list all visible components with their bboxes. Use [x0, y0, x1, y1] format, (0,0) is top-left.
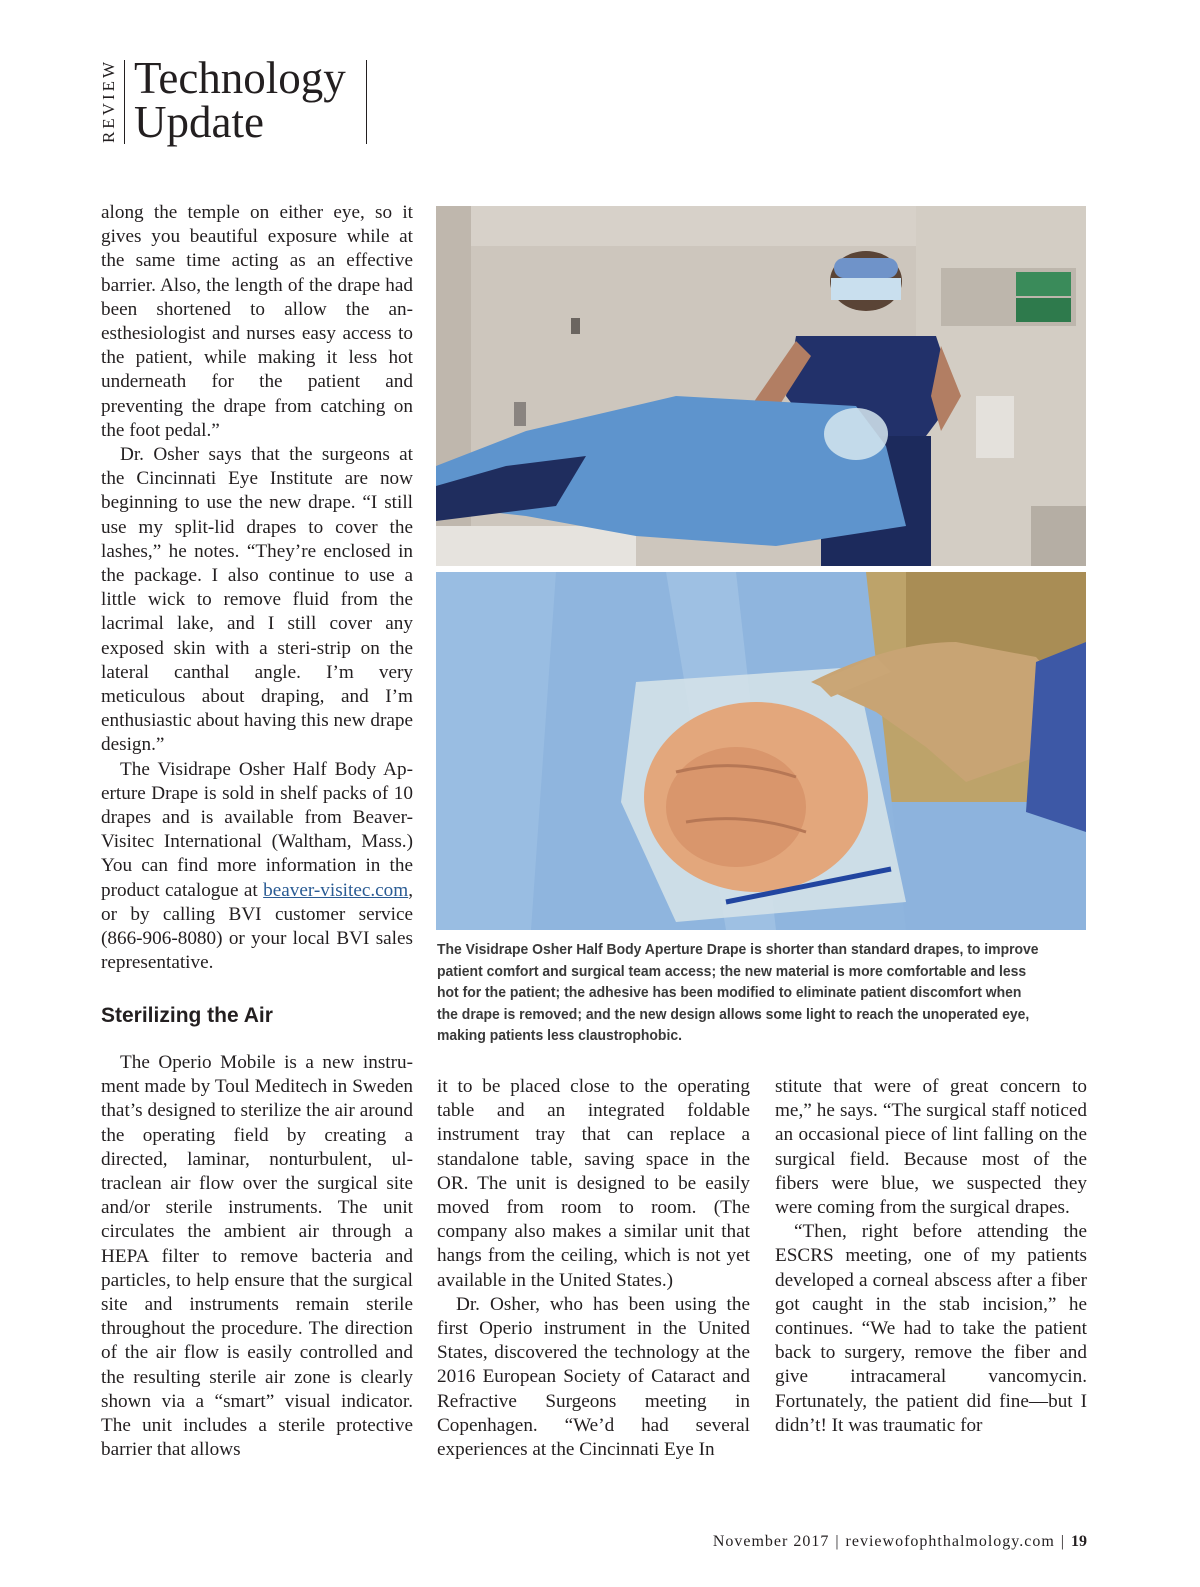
page-number: 19 [1071, 1533, 1087, 1550]
column-3 [775, 1075, 1087, 1438]
bvi-website-link[interactable]: beaver-visitec.com [263, 879, 409, 901]
caption-line: the drape is removed; and the new design allows some light to reach the unoperated eye, [437, 1005, 1030, 1023]
figure-caption [437, 939, 1042, 1047]
photo-surgeon-draping [436, 206, 1086, 566]
paragraph: The Operio Mobile is a new instrument made by Toul Meditech in Sweden that’s designed to sterilize the air around the operating field by creating a directed, laminar, nonturbulent, ultraclean air flow over the surgical site and/or sterile instruments. The unit circulates the ambient air through a HEPA filter to remove bacteria and particles, to help ensure that the surgical site and instruments remain sterile throughout the procedure. The direction of the air flow is easily controlled and the resulting sterile air zone is clearly shown via a “smart” visual indicator. The unit includes a sterile protective barrier that allows [101, 1052, 413, 1461]
section-title-line1: Technology [134, 53, 346, 103]
paragraph: “Then, right before attending the ESCRS meeting, one of my patients developed a corneal abscess after a fiber got caught in the stab incision,” he continues. “We had to take the patient back to surgery, remove the fiber and give intracameral vancomycin. Fortunately, the patient did fine—but I didn’t! It was traumatic for [775, 1221, 1087, 1436]
photo-aperture-illustration [436, 572, 1086, 930]
header-rule-left [124, 60, 125, 144]
kicker-text: REVIEW [99, 58, 118, 144]
paragraph: Dr. Osher says that the surgeons at the Cincinnati Eye Institute are now beginning to use the new drape. “I still use my split-lid drapes to cover the lashes,” he notes. “They’re enclosed in the package. I also continue to use a little wick to remove fluid from the lacrimal lake, and I still cover any exposed skin with a steri-strip on the lateral canthal angle. I’m very meticulous about draping, and I’m enthusiastic about having this new drape design.” [101, 444, 413, 756]
footer-separator: | [1060, 1533, 1065, 1550]
paragraph: Dr. Osher, who has been using the first Operio instrument in the United States, discovered the technology at the 2016 European Society of Cataract and Refractive Surgeons meeting in Copenhagen. “We’d had several experiences at the Cincinnati Eye In [437, 1293, 750, 1461]
column-1-top [101, 201, 413, 976]
paragraph-text: The Visidrape Osher Half Body Aperture Drape is sold in shelf packs of 10 drapes and is available from Beaver-Visitec International (Waltham, Mass.) You can find more information in the product catalogue at [101, 758, 413, 901]
section-kicker [92, 58, 126, 144]
site-url: reviewofophthalmology.com [845, 1533, 1055, 1550]
paragraph [101, 758, 413, 976]
section-heading: Sterilizing the Air [101, 1004, 273, 1027]
photo-drape-aperture [436, 572, 1086, 930]
issue-date: November 2017 [712, 1533, 830, 1550]
footer-separator: | [835, 1533, 840, 1550]
column-2 [437, 1075, 750, 1462]
caption-line: making patients less claustrophobic. [437, 1027, 682, 1045]
caption-line: hot for the patient; the adhesive has been modified to eliminate patient discomfort when [437, 984, 1022, 1002]
column-1-bottom [101, 1051, 413, 1462]
caption-line: patient comfort and surgical team access; the new material is more comfortable and less [437, 962, 1027, 980]
header-rule-right [366, 60, 367, 144]
section-title-line2: Update [134, 97, 264, 147]
page-footer [713, 1533, 1087, 1551]
caption-line: The Visidrape Osher Half Body Aperture Drape is shorter than standard drapes, to improve [437, 941, 1039, 958]
section-title [134, 53, 346, 147]
paragraph-text: , or by calling BVI customer service (866-906-8080) or your local BVI sales representative. [101, 879, 413, 974]
paragraph: it to be placed close to the operating table and an integrated foldable instrument tray that can replace a standalone table, saving space in the OR. The unit is designed to be easily moved from room to room. (The company also makes a similar unit that hangs from the ceiling, which is not yet available in the United States.) [437, 1076, 750, 1291]
paragraph: stitute that were of great concern to me,” he says. “The surgical staff noticed an occasional piece of lint falling on the surgical field. Because most of the fibers were blue, we suspected they were coming from the surgical drapes. [775, 1076, 1087, 1219]
paragraph: along the temple on either eye, so it gives you beautiful exposure while at the same time acting as an effective barrier. Also, the length of the drape had been shortened to allow the anesthesiologist and nurses easy access to the patient, while making it less hot underneath for the patient and preventing the drape from catching on the foot pedal.” [101, 202, 413, 441]
photo-surgeon-illustration [436, 206, 1086, 566]
